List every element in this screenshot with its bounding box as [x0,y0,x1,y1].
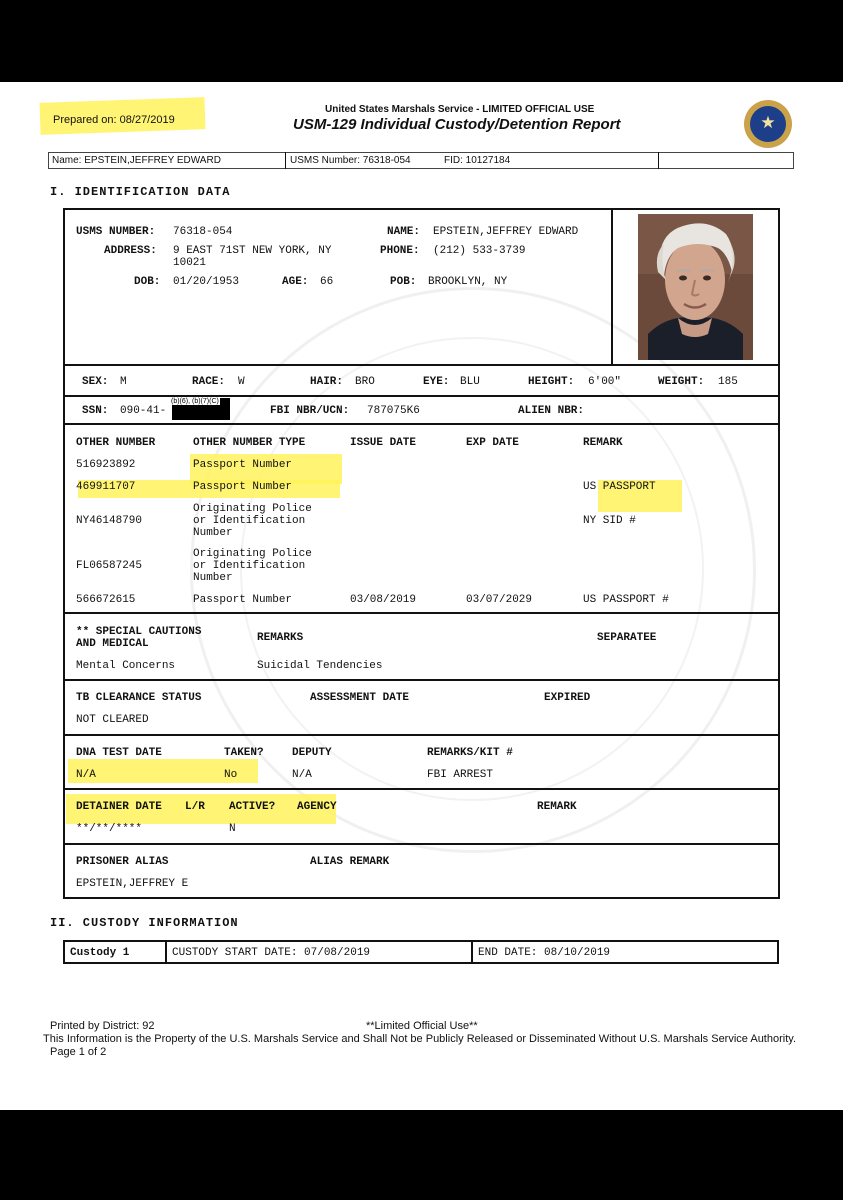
dna-taken-value: No [224,769,238,781]
other-number-type-3c: Number [193,527,233,539]
row-divider-5 [63,679,780,681]
col-header-other-number-type: OTHER NUMBER TYPE [193,437,306,449]
custody-start: CUSTODY START DATE: 07/08/2019 [172,947,371,959]
hair-label: HAIR: [310,376,344,388]
other-number-type-5: Passport Number [193,594,293,606]
ssn-value: 090-41- [120,405,167,417]
other-remark-2: US PASSPORT [583,481,656,493]
other-number-5: 566672615 [76,594,136,606]
sex-value: M [120,376,127,388]
detainer-active-label: ACTIVE? [229,801,276,813]
report-title: USM-129 Individual Custody/Detention Report [293,116,621,133]
col-header-remark: REMARK [583,437,623,449]
cautions-remarks-label: REMARKS [257,632,304,644]
eye-label: EYE: [423,376,450,388]
other-remark-5: US PASSPORT # [583,594,669,606]
name-value: EPSTEIN,JEFFREY EDWARD [433,226,579,238]
pob-value: BROOKLYN, NY [428,276,508,288]
age-value: 66 [320,276,334,288]
row-divider-2 [63,395,780,397]
detainer-date-label: DETAINER DATE [76,801,162,813]
mugshot-photo [638,214,753,360]
address-label: ADDRESS: [104,245,157,257]
usms-number-label: USMS NUMBER: [76,226,156,238]
name-bar-usms: USMS Number: 76318-054 [290,155,411,166]
cautions-remarks-value: Suicidal Tendencies [257,660,383,672]
photo-divider [611,208,613,366]
row-divider-4 [63,612,780,614]
other-number-type-4c: Number [193,572,233,584]
other-number-1: 516923892 [76,459,136,471]
fbi-label: FBI NBR/UCN: [270,405,350,417]
other-remark-3: NY SID # [583,515,636,527]
footer-notice: This Information is the Property of the U.S. Marshals Service and Shall Not be Publicly Released or Disseminated Without U.S. Marshals Service Authority. [43,1033,797,1045]
custody-divider-2 [471,940,473,964]
row-divider-1 [63,364,780,366]
dna-deputy-value: N/A [292,769,312,781]
usms-seal-icon: ★ [744,100,792,148]
footer-limited: **Limited Official Use** [366,1020,478,1032]
other-number-type-4a: Originating Police [193,548,312,560]
age-label: AGE: [282,276,309,288]
address-line2: 10021 [173,257,207,269]
name-bar-divider-2 [658,152,659,169]
other-number-type-4b: or Identification [193,560,306,572]
detainer-lr-label: L/R [185,801,205,813]
other-exp-5: 03/07/2029 [466,594,533,606]
tb-expired-label: EXPIRED [544,692,591,704]
race-label: RACE: [192,376,226,388]
dna-deputy-label: DEPUTY [292,747,332,759]
name-bar-divider-1 [285,152,286,169]
other-issue-5: 03/08/2019 [350,594,417,606]
dna-date-value: N/A [76,769,96,781]
name-label: NAME: [387,226,421,238]
dob-label: DOB: [134,276,161,288]
row-divider-6 [63,734,780,736]
weight-value: 185 [718,376,738,388]
name-bar-name: Name: EPSTEIN,JEFFREY EDWARD [52,155,221,166]
footer-page: Page 1 of 2 [50,1046,107,1058]
hair-value: BRO [355,376,375,388]
other-number-type-3b: or Identification [193,515,306,527]
custody-divider-1 [165,940,167,964]
cautions-value: Mental Concerns [76,660,176,672]
phone-label: PHONE: [380,245,420,257]
cautions-label-2: AND MEDICAL [76,638,149,650]
report-page [0,82,843,1110]
alias-value: EPSTEIN,JEFFREY E [76,878,189,890]
tb-status-label: TB CLEARANCE STATUS [76,692,202,704]
section-identification-title: I. IDENTIFICATION DATA [50,185,231,199]
custody-box [63,940,779,964]
ssn-label: SSN: [82,405,109,417]
dna-date-label: DNA TEST DATE [76,747,162,759]
alias-label: PRISONER ALIAS [76,856,169,868]
custody-end: END DATE: 08/10/2019 [478,947,611,959]
dna-remarks-value: FBI ARREST [427,769,494,781]
dob-value: 01/20/1953 [173,276,240,288]
prepared-on: Prepared on: 08/27/2019 [53,114,175,126]
other-number-2: 469911707 [76,481,136,493]
redaction-code: (b)(6), (b)(7)(C) [171,398,219,405]
pob-label: POB: [390,276,417,288]
sex-label: SEX: [82,376,109,388]
fbi-value: 787075K6 [367,405,420,417]
race-value: W [238,376,245,388]
cautions-separatee-label: SEPARATEE [597,632,657,644]
detainer-date-value: **/**/**** [76,823,143,835]
weight-label: WEIGHT: [658,376,705,388]
col-header-issue-date: ISSUE DATE [350,437,417,449]
other-number-3: NY46148790 [76,515,143,527]
other-number-4: FL06587245 [76,560,143,572]
height-label: HEIGHT: [528,376,575,388]
row-divider-8 [63,843,780,845]
detainer-active-value: N [229,823,236,835]
dna-taken-label: TAKEN? [224,747,264,759]
eye-value: BLU [460,376,480,388]
tb-status-value: NOT CLEARED [76,714,149,726]
tb-assessment-label: ASSESSMENT DATE [310,692,410,704]
section-custody-title: II. CUSTODY INFORMATION [50,916,239,930]
dna-remarks-label: REMARKS/KIT # [427,747,513,759]
detainer-agency-label: AGENCY [297,801,337,813]
address-line1: 9 EAST 71ST NEW YORK, NY [173,245,332,257]
usms-number-value: 76318-054 [173,226,233,238]
name-bar-fid: FID: 10127184 [444,155,511,166]
row-divider-3 [63,423,780,425]
alias-remark-label: ALIAS REMARK [310,856,390,868]
footer-printed-by: Printed by District: 92 [50,1020,155,1032]
row-divider-7 [63,788,780,790]
other-number-type-1: Passport Number [193,459,293,471]
other-number-type-3a: Originating Police [193,503,312,515]
other-number-type-2: Passport Number [193,481,293,493]
height-value: 6'00" [588,376,622,388]
col-header-exp-date: EXP DATE [466,437,519,449]
agency-line: United States Marshals Service - LIMITED OFFICIAL USE [325,104,595,115]
cautions-label-1: ** SPECIAL CAUTIONS [76,626,202,638]
phone-value: (212) 533-3739 [433,245,526,257]
detainer-remark-label: REMARK [537,801,577,813]
col-header-other-number: OTHER NUMBER [76,437,156,449]
custody-label: Custody 1 [70,947,130,959]
alien-label: ALIEN NBR: [518,405,585,417]
